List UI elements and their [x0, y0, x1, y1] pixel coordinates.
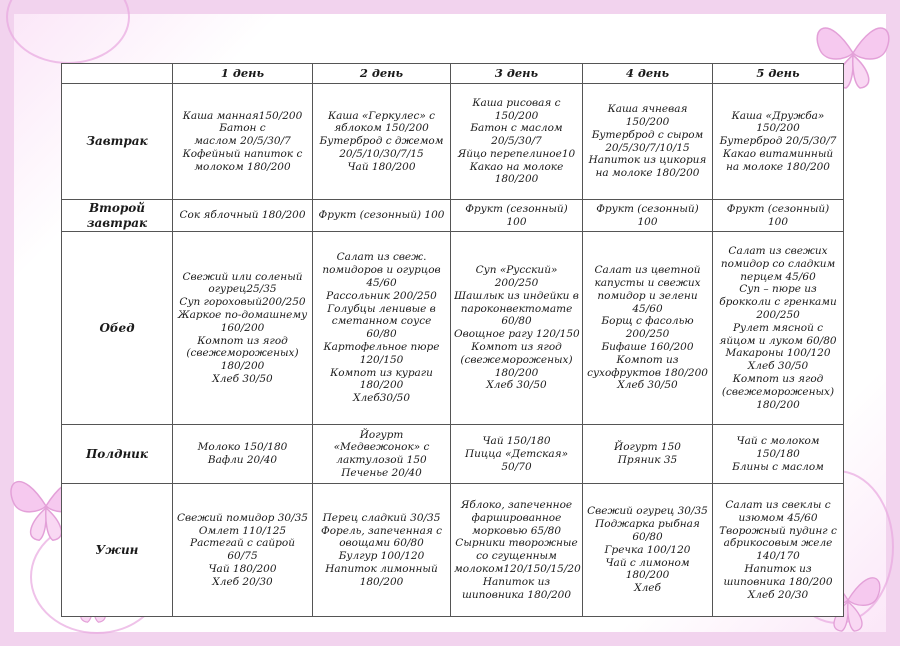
meal-name: [62, 200, 173, 232]
dish-line: 20/5/30/7: [491, 135, 542, 148]
menu-cell: [313, 425, 451, 484]
menu-table: [61, 63, 844, 617]
dish-line: Молоко 150/180: [197, 441, 288, 454]
dish-line: 45/60: [632, 302, 663, 315]
dish-line: Каша «Дружба»: [731, 109, 825, 122]
dish-line: брокколи с гренками: [719, 296, 837, 309]
meal-row: [62, 84, 844, 200]
meal-name: Завтрак: [62, 84, 173, 200]
dish-line: Хлеб30/50: [352, 392, 411, 405]
dish-line: Хлеб 20/30: [212, 575, 273, 588]
dish-line: 60/80: [366, 328, 397, 341]
dish-line: 20/5/30/7/10/15: [605, 141, 690, 154]
dish-line: изюмом 45/60: [738, 511, 818, 524]
day-header: 4 день: [583, 64, 713, 84]
dish-line: 45/60: [366, 277, 397, 290]
dish-line: шиповника 180/200: [723, 575, 833, 588]
dish-line: Йогурт 150: [614, 441, 681, 454]
dish-line: огурец25/35: [208, 283, 277, 296]
dish-line: (свежемороженых): [186, 347, 299, 360]
dish-line: капусты и свежих: [594, 277, 701, 290]
dish-line: Компот из ягод: [732, 373, 824, 386]
menu-cell: [583, 232, 713, 425]
dish-line: Напиток из: [482, 575, 551, 588]
dish-line: яйцом и луком 60/80: [719, 334, 837, 347]
dish-line: Яблоко, запеченное: [460, 499, 573, 512]
dish-line: Рулет мясной с: [732, 321, 824, 334]
corner-cell: [62, 64, 173, 84]
dish-line: Бутерброд с сыром: [591, 128, 704, 141]
dish-line: Пицца «Детская»: [464, 447, 569, 460]
menu-cell: [583, 484, 713, 617]
dish-line: Йогурт: [359, 428, 404, 441]
dish-line: 200/250: [756, 309, 800, 322]
dish-line: Салат из свеж.: [336, 251, 427, 264]
dish-line: Свежий огурец 30/35: [587, 505, 708, 518]
dish-line: Фрукт (сезонный): [596, 202, 699, 215]
dish-line: 150/200: [756, 122, 800, 135]
dish-line: Чай 180/200: [208, 563, 277, 576]
dish-line: морковью 65/80: [471, 524, 561, 537]
dish-line: 20/5/10/30/7/15: [339, 147, 424, 160]
menu-cell: [713, 484, 844, 617]
meal-name: Ужин: [62, 484, 173, 617]
meal-row: [62, 200, 844, 232]
dish-line: 120/150: [359, 353, 404, 366]
dish-line: лактулозой 150: [336, 454, 427, 467]
dish-line: 180/200: [359, 379, 404, 392]
dish-line: сметанном соусе: [331, 315, 432, 328]
dish-line: Свежий или соленый: [182, 270, 303, 283]
dish-line: Компот из: [616, 353, 679, 366]
dish-line: 200/250: [625, 328, 670, 341]
menu-cell: [713, 232, 844, 425]
dish-line: Пряник 35: [617, 454, 678, 467]
dish-line: Чай 180/200: [347, 160, 416, 173]
dish-line: «Медвежонок» с: [333, 441, 430, 454]
menu-cell: [713, 425, 844, 484]
dish-line: Суп гороховый200/250: [179, 296, 306, 309]
dish-line: 180/200: [494, 366, 539, 379]
menu-cell: [583, 425, 713, 484]
dish-line: абрикосовым желе: [723, 537, 833, 550]
dish-line: Салат из цветной: [594, 264, 701, 277]
dish-line: Жаркое по-домашнему: [177, 309, 308, 322]
dish-line: Макароны 100/120: [725, 347, 831, 360]
dish-line: 100: [506, 215, 527, 228]
day-header: 2 день: [313, 64, 451, 84]
menu-body: [62, 84, 844, 617]
menu-cell: [173, 425, 313, 484]
meal-row: [62, 484, 844, 617]
dish-line: Хлеб 30/50: [212, 373, 273, 386]
dish-line: молоком 180/200: [194, 160, 291, 173]
dish-line: перцем 45/60: [740, 270, 816, 283]
dish-line: овощами 60/80: [339, 537, 424, 550]
dish-line: 200/250: [494, 277, 539, 290]
dish-line: Кофейный напиток с: [182, 147, 303, 160]
meal-name-line: завтрак: [86, 215, 148, 230]
dish-line: маслом 20/5/30/7: [194, 135, 291, 148]
menu-cell: [583, 200, 713, 232]
dish-line: Блины с маслом: [732, 460, 824, 473]
meal-name: Полдник: [62, 425, 173, 484]
menu-cell: [713, 84, 844, 200]
dish-line: помидор со сладким: [720, 257, 836, 270]
dish-line: Картофельное пюре: [323, 341, 440, 354]
dish-line: Печенье 20/40: [341, 467, 422, 480]
dish-line: Напиток из цикория: [588, 154, 707, 167]
menu-cell: [173, 200, 313, 232]
dish-line: Сок яблочный 180/200: [179, 209, 306, 222]
dish-line: яблоком 150/200: [334, 122, 429, 135]
dish-line: молоком120/150/15/20: [454, 563, 581, 576]
dish-line: 180/200: [359, 575, 404, 588]
dish-line: Хлеб 30/50: [747, 360, 809, 373]
dish-line: Поджарка рыбная: [595, 518, 700, 531]
dish-line: Батон с маслом: [470, 122, 563, 135]
dish-line: Каша манная150/200: [182, 109, 303, 122]
dish-line: Салат из свеклы с: [725, 499, 831, 512]
menu-cell: [313, 200, 451, 232]
menu-cell: [713, 200, 844, 232]
dish-line: Форель, запеченная с: [320, 524, 443, 537]
dish-line: Бифаше 160/200: [601, 341, 694, 354]
dish-line: Напиток из: [744, 563, 812, 576]
dish-line: Салат из свежих: [728, 245, 828, 258]
dish-line: Перец сладкий 30/35: [322, 511, 441, 524]
dish-line: Фрукт (сезонный): [726, 202, 830, 215]
dish-line: Компот из ягод: [197, 334, 288, 347]
day-header: 1 день: [173, 64, 313, 84]
dish-line: Бутерброд 20/5/30/7: [719, 135, 837, 148]
dish-line: фаршированное: [471, 511, 562, 524]
dish-line: Суп «Русский»: [475, 264, 558, 277]
dish-line: 100: [767, 215, 789, 228]
dish-line: 150/200: [625, 115, 670, 128]
dish-line: Компот из кураги: [330, 366, 433, 379]
dish-line: Каша «Геркулес» с: [327, 109, 436, 122]
dish-line: помидоров и огурцов: [322, 264, 441, 277]
menu-cell: [313, 484, 451, 617]
dish-line: на молоке 180/200: [595, 167, 700, 180]
dish-line: 50/70: [501, 460, 532, 473]
dish-line: Хлеб 30/50: [486, 379, 547, 392]
dish-line: Хлеб 20/30: [747, 588, 809, 601]
dish-line: Хлеб: [634, 582, 661, 595]
menu-cell: [173, 84, 313, 200]
menu-cell: [451, 484, 583, 617]
dish-line: (свежемороженых): [721, 385, 835, 398]
dish-line: Какао витаминный: [722, 147, 834, 160]
dish-line: 60/75: [227, 550, 258, 563]
dish-line: со сгущенным: [476, 550, 557, 563]
menu-cell: [451, 200, 583, 232]
dish-line: Суп – пюре из: [739, 283, 817, 296]
dish-line: Рассольник 200/250: [326, 289, 437, 302]
menu-cell: [451, 425, 583, 484]
dish-line: 180/200: [625, 569, 670, 582]
dish-line: Растегай с сайрой: [190, 537, 295, 550]
dish-line: 60/80: [632, 531, 663, 544]
meal-row: [62, 232, 844, 425]
dish-line: Батон с: [219, 122, 266, 135]
menu-cell: [583, 84, 713, 200]
day-header: 3 день: [451, 64, 583, 84]
dish-line: Фрукт (сезонный): [465, 202, 568, 215]
dish-line: Свежий помидор 30/35: [176, 511, 308, 524]
menu-cell: [451, 84, 583, 200]
menu-cell: [313, 84, 451, 200]
dish-line: Хлеб 30/50: [617, 379, 678, 392]
dish-line: Чай 150/180: [482, 435, 551, 448]
dish-line: 180/200: [220, 360, 265, 373]
dish-line: Гречка 100/120: [604, 543, 691, 556]
meal-name: Обед: [62, 232, 173, 425]
dish-line: пароконвектомате: [460, 302, 573, 315]
dish-line: Каша рисовая с: [472, 96, 561, 109]
dish-line: Чай с молоком: [736, 435, 820, 448]
dish-line: 150/200: [494, 109, 539, 122]
header-row: [62, 64, 844, 84]
day-header: 5 день: [713, 64, 844, 84]
menu-cell: [451, 232, 583, 425]
dish-line: 100: [637, 215, 658, 228]
dish-line: 180/200: [494, 173, 539, 186]
menu-cell: [173, 232, 313, 425]
dish-line: Напиток лимонный: [325, 563, 438, 576]
dish-line: сухофруктов 180/200: [587, 366, 708, 379]
dish-line: 150/180: [756, 447, 800, 460]
dish-line: Вафли 20/40: [207, 454, 278, 467]
dish-line: Голубцы ленивые в: [327, 302, 436, 315]
meal-name-line: Второй: [89, 201, 145, 215]
dish-line: Творожный пудинг с: [719, 524, 837, 537]
menu-cell: [173, 484, 313, 617]
dish-line: Овощное рагу 120/150: [454, 328, 580, 341]
dish-line: Каша ячневая: [607, 103, 688, 116]
dish-line: Чай с лимоном: [605, 556, 690, 569]
dish-line: 60/80: [501, 315, 532, 328]
dish-line: шиповника 180/200: [461, 588, 572, 601]
dish-line: Борщ с фасолью: [601, 315, 694, 328]
dish-line: Компот из ягод: [471, 341, 562, 354]
dish-line: Яйцо перепелиное10: [457, 147, 576, 160]
dish-line: Фрукт (сезонный) 100: [318, 209, 445, 222]
dish-line: помидор и зелени: [597, 289, 698, 302]
dish-line: 180/200: [756, 398, 800, 411]
dish-line: (свежемороженых): [460, 353, 573, 366]
dish-line: 160/200: [220, 321, 265, 334]
dish-line: Какао на молоке: [469, 160, 564, 173]
dish-line: на молоке 180/200: [726, 160, 830, 173]
dish-line: Омлет 110/125: [198, 524, 287, 537]
meal-row: [62, 425, 844, 484]
dish-line: Булгур 100/120: [338, 550, 425, 563]
menu-cell: [313, 232, 451, 425]
dish-line: 140/170: [756, 550, 800, 563]
dish-line: Шашлык из индейки в: [454, 289, 579, 302]
dish-line: Сырники творожные: [455, 537, 578, 550]
dish-line: Бутерброд с джемом: [319, 135, 444, 148]
